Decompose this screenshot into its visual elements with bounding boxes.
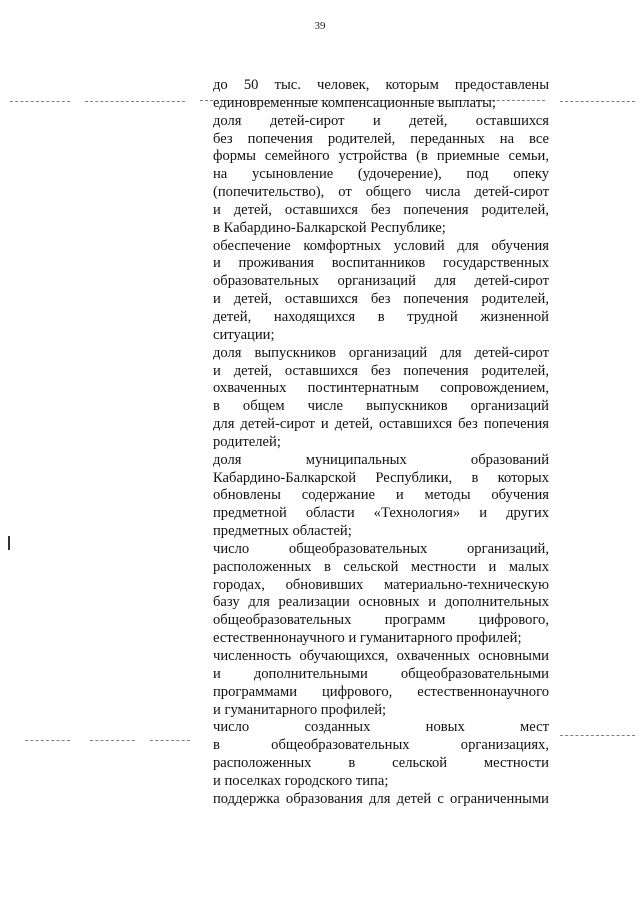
text-line: без попечения родителей, переданных на все bbox=[213, 130, 549, 147]
text-line: обновлены содержание и методы обучения bbox=[213, 487, 549, 504]
text-line: естественнонаучного и гуманитарного профилей; bbox=[213, 630, 522, 647]
text-line: и гуманитарного профилей; bbox=[213, 701, 387, 718]
scan-artifact-line bbox=[85, 101, 185, 102]
scan-artifact-line bbox=[25, 740, 70, 741]
text-line: и дополнительными общеобразовательными bbox=[213, 665, 549, 682]
text-line: доля детей-сирот и детей, оставшихся bbox=[213, 112, 549, 129]
scan-artifact-line bbox=[560, 735, 635, 736]
text-line: базу для реализации основных и дополнительных bbox=[213, 594, 549, 611]
text-line: программами цифрового, естественнонаучного bbox=[213, 683, 549, 700]
text-line: Кабардино-Балкарской Республики, в которых bbox=[213, 469, 549, 486]
text-line: детей, находящихся в трудной жизненной bbox=[213, 308, 549, 325]
text-line: в Кабардино-Балкарской Республике; bbox=[213, 219, 446, 236]
document-body bbox=[213, 77, 549, 809]
text-line: городах, обновивших материально-техническую bbox=[213, 576, 549, 593]
page-number: 39 bbox=[314, 20, 326, 32]
text-line: формы семейного устройства (в приемные семьи, bbox=[213, 148, 549, 165]
scan-artifact-line bbox=[90, 740, 135, 741]
text-line: число созданных новых мест bbox=[213, 719, 549, 736]
scan-artifact-line bbox=[560, 101, 635, 102]
text-line: расположенных в сельской местности и малых bbox=[213, 558, 549, 575]
text-line: на усыновление (удочерение), под опеку bbox=[213, 166, 549, 183]
text-line: в общеобразовательных организациях, bbox=[213, 737, 549, 754]
text-line: и поселках городского типа; bbox=[213, 772, 389, 789]
text-line: для детей-сирот и детей, оставшихся без попечения bbox=[213, 416, 549, 433]
text-line: предметных областей; bbox=[213, 523, 352, 540]
text-line: доля выпускников организаций для детей-сирот bbox=[213, 344, 549, 361]
scan-artifact-mark bbox=[8, 536, 10, 550]
scan-artifact-line bbox=[150, 740, 190, 741]
text-line: общеобразовательных программ цифрового, bbox=[213, 612, 549, 629]
text-line: (попечительство), от общего числа детей-сирот bbox=[213, 184, 549, 201]
text-line: и детей, оставшихся без попечения родителей, bbox=[213, 201, 549, 218]
text-line: обеспечение комфортных условий для обучения bbox=[213, 237, 549, 254]
text-line: образовательных организаций для детей-сирот bbox=[213, 273, 549, 290]
text-line: поддержка образования для детей с ограниченными bbox=[213, 790, 549, 807]
text-line: численность обучающихся, охваченных основными bbox=[213, 648, 549, 664]
text-line: и детей, оставшихся без попечения родителей, bbox=[213, 362, 549, 379]
text-line: число общеобразовательных организаций, bbox=[213, 540, 549, 557]
text-line: ситуации; bbox=[213, 326, 275, 343]
text-line: охваченных постинтернатным сопровождением, bbox=[213, 380, 549, 397]
scan-artifact-line bbox=[10, 101, 70, 102]
text-line: единовременные компенсационные выплаты; bbox=[213, 94, 496, 111]
text-line: до 50 тыс. человек, которым предоставлены bbox=[213, 77, 549, 93]
text-line: в общем числе выпускников организаций bbox=[213, 398, 549, 415]
text-line: и детей, оставшихся без попечения родителей, bbox=[213, 291, 549, 308]
text-line: родителей; bbox=[213, 433, 281, 450]
text-line: расположенных в сельской местности bbox=[213, 755, 549, 772]
text-line: предметной области «Технология» и других bbox=[213, 505, 549, 522]
text-line: и проживания воспитанников государственных bbox=[213, 255, 549, 272]
text-line: доля муниципальных образований bbox=[213, 451, 549, 468]
